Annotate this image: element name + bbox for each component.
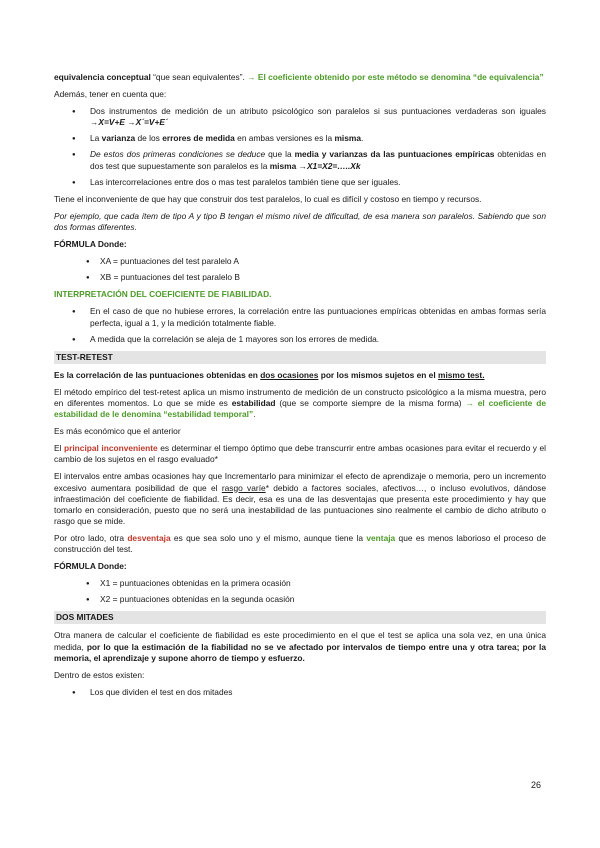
list-item: ● Las intercorrelaciones entre dos o mas test paralelos también tiene que ser iguales. <box>54 177 546 188</box>
mitades-list <box>54 687 546 698</box>
list-item: ● XB = puntuaciones del test paralelo B <box>54 272 546 283</box>
paragraph-dos-mitades: Otra manera de calcular el coeficiente de fiabilidad es este procedimiento en el que el test se aplica una sola vez, en una única medida, por lo que la estimación de la fiabilidad no se ve afectado por intervalos de tiempo entre una y otra tarea; por la memoria, el aprendizaje y supone ahorro de tiempo y esfuerzo. <box>54 630 546 663</box>
interpretation-list <box>54 306 546 344</box>
parallel-conditions-list <box>54 106 546 188</box>
list-item: ● De estos dos primeras condiciones se deduce que la media y varianzas da las puntuaciones empíricas obtenidas en dos test que supuestamente son paralelos es la misma →X1=X2=…..Xk <box>54 149 546 171</box>
formula-label: FÓRMULA Donde: <box>54 561 127 572</box>
paragraph-principal-inconveniente: El principal inconveniente es determinar el tiempo óptimo que debe transcurrir entre ambas ocasiones para evitar el recuerdo y el cambio de los sujetos en el rasgo evaluado* <box>54 443 546 465</box>
paragraph-dentro: Dentro de estos existen: <box>54 669 145 680</box>
section-title-interpretacion: INTERPRETACIÓN DEL COEFICIENTE DE FIABILIDAD. <box>54 289 272 300</box>
list-item: ● A medida que la correlación se aleja de 1 mayores son los errores de medida. <box>54 334 546 345</box>
list-item: ● X2 = puntuaciones obtenidas en la segunda ocasión <box>54 594 546 605</box>
formula-label: FÓRMULA Donde: <box>54 239 127 250</box>
paragraph-retest-definition: Es la correlación de las puntuaciones obtenidas en dos ocasiones por los mismos sujetos en el mismo test. <box>54 369 485 380</box>
document-page <box>54 72 546 704</box>
list-item: ● La varianza de los errores de medida en ambas versiones es la misma. <box>54 133 546 144</box>
list-item: ● XA = puntuaciones del test paralelo A <box>54 256 546 267</box>
paragraph-ejemplo: Por ejemplo, que cada ítem de tipo A y tipo B tengan el mismo nivel de dificultad, de esa manera son paralelos. Sabiendo que son dos formas diferentes. <box>54 210 546 232</box>
paragraph-metodo-empirico: El método empírico del test-retest aplica un mismo instrumento de medición de un constructo psicológico a la misma muestra, pero en diferentes momentos. Lo que se mide es estabilidad (que se comporte siempre de la misma forma) → el coeficiente de estabilidad de le denomina “estabilidad temporal”. <box>54 386 546 420</box>
list-item: ● X1 = puntuaciones obtenidas en la primera ocasión <box>54 578 546 589</box>
formula-definitions-list <box>54 256 546 283</box>
section-header-dos-mitades: DOS MITADES <box>54 611 546 624</box>
section-header-test-retest: TEST-RETEST <box>54 351 546 364</box>
list-item: ● Dos instrumentos de medición de un atributo psicológico son paralelos si sus puntuaciones verdaderas son iguales →X=V+E →X´=V+E´ <box>54 106 546 128</box>
paragraph-economico: Es más económico que el anterior <box>54 426 181 437</box>
list-item: ● En el caso de que no hubiese errores, la correlación entre las puntuaciones empíricas obtenidas en ambas formas sería perfecta, igual a 1, y la medición totalmente fiable. <box>54 306 546 328</box>
formula-definitions-list <box>54 578 546 605</box>
bold-term: equivalencia conceptual <box>54 72 151 82</box>
paragraph-ademas: Además, tener en cuenta que: <box>54 89 167 100</box>
green-note: → El coeficiente obtenido por este método se denomina “de equivalencia” <box>247 72 544 82</box>
paragraph-intervalo: El intervalos entre ambas ocasiones hay que Incrementarlo para minimizar el efecto de aprendizaje o memoria, pero un incremento excesivo aumentara posibilidad de que el rasgo varíe* debido a factores sociales, afectivos…, o incluso evolutivos, dándose infraestimación del coeficiente de fiabilidad. Es decir, esa es una de las desventajas que presenta este procedimiento y hay que tomarlo en consideración, puesto que no será una inestabilidad de las puntuaciones sino realmente el cambio de dicho atributo o rasgo que se mide. <box>54 471 546 526</box>
paragraph-inconveniente: Tiene el inconveniente de que hay que construir dos test paralelos, lo cual es difícil y costoso en tiempo y recursos. <box>54 193 482 204</box>
list-item: ● Los que dividen el test en dos mitades <box>54 687 546 698</box>
page-number: 26 <box>531 780 542 790</box>
paragraph-desventaja: Por otro lado, otra desventaja es que sea solo uno y el mismo, aunque tiene la ventaja que es menos laborioso el proceso de construcción del test. <box>54 532 546 554</box>
paragraph-equivalencia: equivalencia conceptual “que sean equivalentes”. → El coeficiente obtenido por este método se denomina “de equivalencia” <box>54 72 544 82</box>
